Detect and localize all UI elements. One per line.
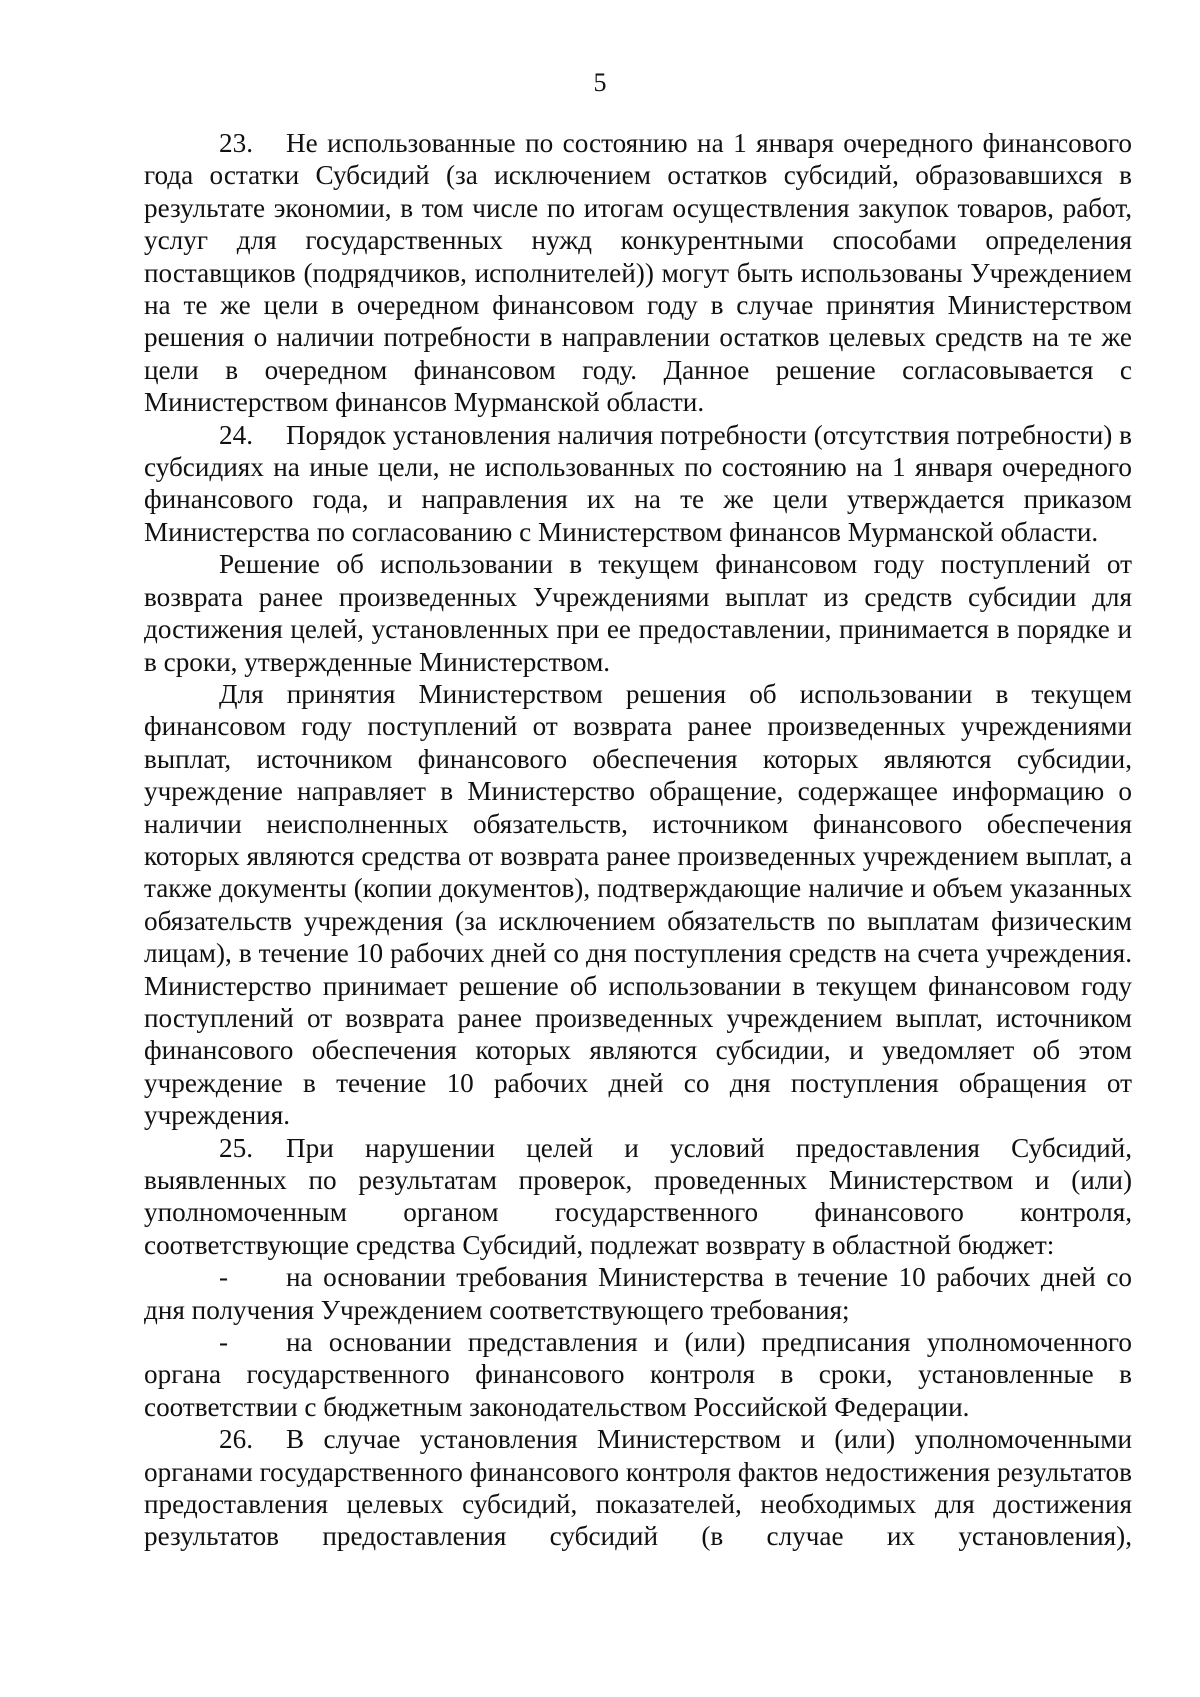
list-item-prescription [144, 1326, 1132, 1423]
paragraph-26 [144, 1423, 1132, 1553]
list-item-text: на основании требования Министерства в течение 10 рабочих дней со дня получения Учреждением соответствующего требования; [144, 1262, 1132, 1325]
paragraph-text: Для принятия Министерством решения об использовании в текущем финансовом году поступлений от возврата ранее произведенных учреждениями выплат, источником финансового обеспечения которых являются субсидии, учреждение направляет в Министерство обращение, содержащее информацию о наличии неисполненных обязательств, источником финансового обеспечения которых являются средства от возврата ранее произведенных учреждением выплат, а также документы (копии документов), подтверждающие наличие и объем указанных обязательств учреждения (за исключением обязательств по выплатам физическим лицам), в течение 10 рабочих дней со дня поступления средств на счета учреждения. Министерство принимает решение об использовании в текущем финансовом году поступлений от возврата ранее произведенных учреждением выплат, источником финансового обеспечения которых являются субсидии, и уведомляет об этом учреждение в течение 10 рабочих дней со дня поступления обращения от учреждения. [144, 678, 1132, 1131]
list-bullet: - [219, 1327, 229, 1358]
paragraph-number: 26. [219, 1424, 253, 1455]
page-number: 5 [593, 68, 607, 97]
paragraph-text: При нарушении целей и условий предоставления Субсидий, выявленных по результатам проверок, проведенных Министерством и (или) уполномоченным органом государственного финансового контроля, соответствующие средства Субсидий, подлежат возврату в областной бюджет: [144, 1132, 1132, 1260]
paragraph-decision-procedure [144, 678, 1132, 1132]
paragraph-text: В случае установления Министерством и (или) уполномоченными органами государственного финансового контроля фактов недостижения результатов предоставления целевых субсидий, показателей, необходимых для достижения результатов предоставления субсидий (в случае их установления), [144, 1424, 1132, 1552]
paragraph-decision-use [144, 548, 1132, 678]
paragraph-25 [144, 1132, 1132, 1262]
paragraph-text: Порядок установления наличия потребности (отсутствия потребности) в субсидиях на иные цели, не использованных по состоянию на 1 января очередного финансового года, и направления их на те же цели утверждается приказом Министерства по согласованию с Министерством финансов Мурманской области. [144, 419, 1132, 547]
paragraph-text: Не использованные по состоянию на 1 января очередного финансового года остатки Субсидий (за исключением остатков субсидий, образовавшихся в результате экономии, в том числе по итогам осуществления закупок товаров, работ, услуг для государственных нужд конкурентными способами определения поставщиков (подрядчиков, исполнителей)) могут быть использованы Учреждением на те же цели в очередном финансовом году в случае принятия Министерством решения о наличии потребности в направлении остатков целевых средств на те же цели в очередном финансовом году. Данное решение согласовывается с Министерством финансов Мурманской области. [144, 128, 1132, 418]
paragraph-24 [144, 419, 1132, 549]
list-bullet: - [219, 1262, 229, 1293]
paragraph-text: Решение об использовании в текущем финансовом году поступлений от возврата ранее произведенных Учреждениями выплат из средств субсидии для достижения целей, установленных при ее предоставлении, принимается в порядке и в сроки, утвержденные Министерством. [144, 549, 1132, 677]
paragraph-number: 24. [219, 419, 253, 450]
paragraph-number: 23. [219, 128, 253, 158]
paragraph-number: 25. [219, 1132, 253, 1163]
list-item-requirement [144, 1261, 1132, 1326]
document-body [144, 127, 1132, 1553]
paragraph-23 [144, 127, 1132, 419]
list-item-text: на основании представления и (или) предписания уполномоченного органа государственного финансового контроля в сроки, установленные в соответствии с бюджетным законодательством Российской Федерации. [144, 1327, 1132, 1422]
